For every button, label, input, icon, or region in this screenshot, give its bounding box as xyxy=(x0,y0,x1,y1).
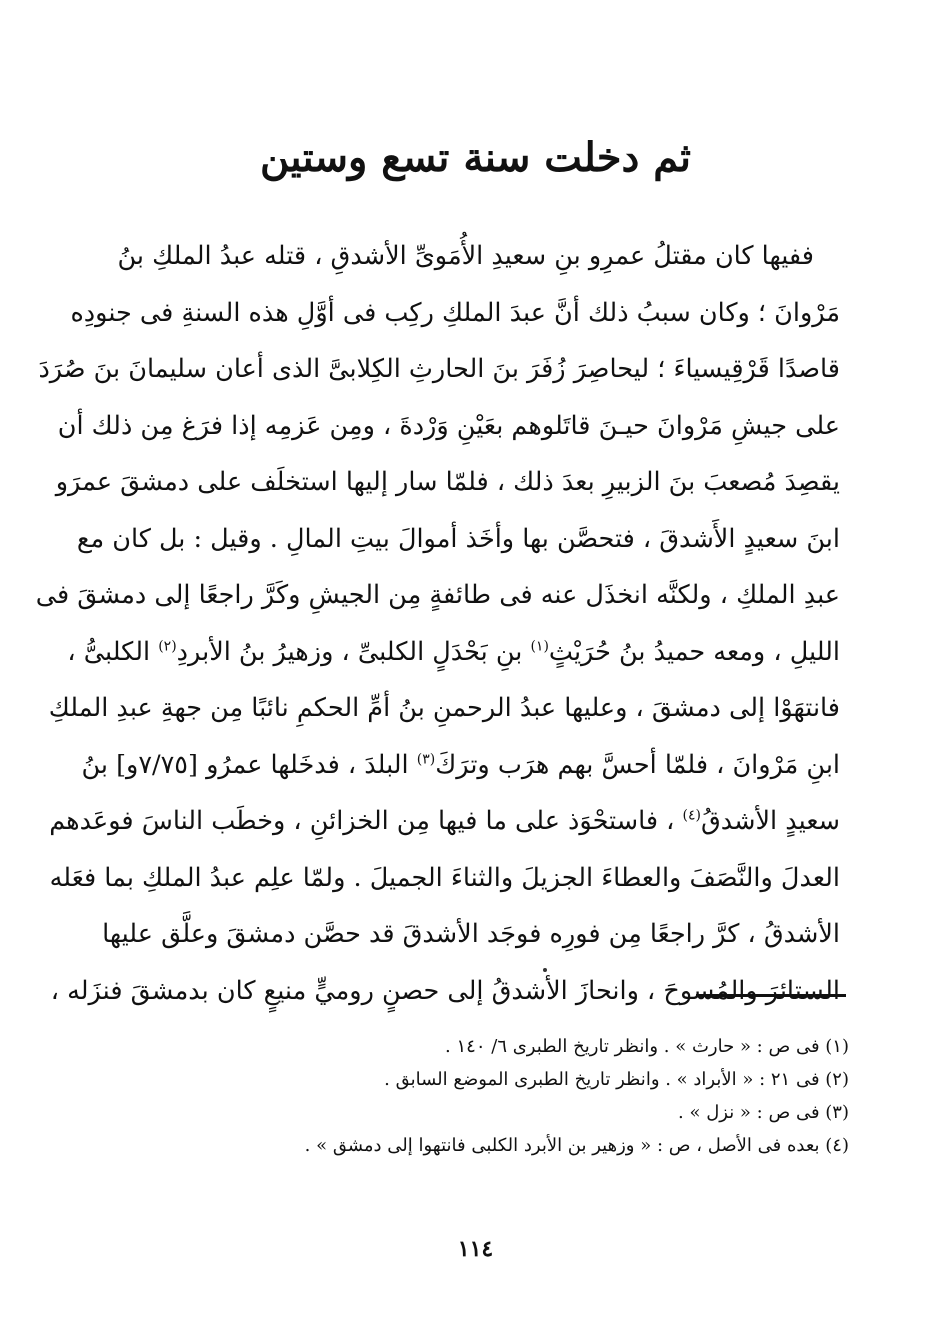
body-line: الستائرَ والمُسوحَ ، وانحازَ الأشدقُ إلى حصنٍ روميٍّ منيعٍ كان بدمشقَ فنزَله ، xyxy=(50,975,840,1006)
chapter-title: ثم دخلت سنة تسع وستين xyxy=(259,134,692,181)
body-line: ففيها كان مقتلُ عمرِو بنِ سعيدِ الأُمَوىِّ الأشدقِ ، قتله عبدُ الملكِ بنُ xyxy=(117,241,814,271)
body-line: الأشدقُ ، كرَّ راجعًا مِن فورِه فوجَد الأشدقَ قد حصَّن دمشقَ وعلَّق عليها xyxy=(102,919,840,949)
footnote-divider xyxy=(696,994,846,997)
footnote: (٣) فى ص : « نزل » . xyxy=(678,1102,849,1123)
body-line-segment: ، فاستحْوَذ على ما فيها مِن الخزائنِ ، وخطَب الناسَ فوعَدهم xyxy=(49,806,675,836)
body-line: ابنَ سعيدٍ الأَشدقَ ، فتحصَّن بها وأخَذ أموالَ بيتِ المالِ . وقيل : بل كان مع xyxy=(76,523,840,554)
body-line: فانتهَوْا إلى دمشقَ ، وعليها عبدُ الرحمنِ بنُ أمِّ الحكمِ نائبًا مِن جهةِ عبدِ الملكِ xyxy=(48,693,840,723)
ink-speck xyxy=(543,968,547,972)
manuscript-folio-marker: [٧/٧٥و] xyxy=(116,749,198,780)
footnote: (٢) فى ٢١ : « الأبراد » . وانظر تاريخ الطبرى الموضع السابق . xyxy=(384,1069,849,1090)
footnotes-list xyxy=(149,1030,849,1162)
body-line-segment: سعيدٍ الأشدقُ xyxy=(700,806,840,836)
body-line-segment: الليلِ ، ومعه حميدُ بنُ حُرَيْثٍ xyxy=(548,636,840,667)
body-line-segment: الكلبىُّ ، xyxy=(67,636,151,667)
body-line-with-notes xyxy=(81,737,840,794)
body-line-segment: بنِ بَحْدَلٍ الكلبىِّ ، وزهيرُ بنُ الأبردِ xyxy=(176,636,523,667)
body-line-segment: ابنِ مَرْوانَ ، فلمّا أحسَّ بهم هرَب وترَكَ xyxy=(435,749,840,780)
body-line-segment: البلدَ ، فدخَلها عمرُو xyxy=(206,749,409,780)
footnote-reference[interactable]: (٤) xyxy=(682,807,701,824)
footnote-reference[interactable]: (٣) xyxy=(416,751,436,767)
body-line-with-notes xyxy=(49,793,840,850)
body-line: عبدِ الملكِ ، ولكنَّه انخذَل عنه فى طائفةٍ مِن الجيشِ وكَرَّ راجعًا إلى دمشقَ فى xyxy=(35,580,840,610)
footnote-reference[interactable]: (٢) xyxy=(158,638,177,654)
body-text xyxy=(35,228,840,1019)
body-line: العدلَ والنَّصَفَ والعطاءَ الجزيلَ والثناءَ الجميلَ . ولمّا علِم عبدُ الملكِ بما فعَله xyxy=(49,862,840,893)
footnote-reference[interactable]: (١) xyxy=(530,638,549,654)
body-line: يقصِدَ مُصعبَ بنَ الزبيرِ بعدَ ذلك ، فلمّا سار إليها استخلَف على دمشقَ عمرَو xyxy=(55,467,840,497)
body-line: على جيشِ مَرْوانَ حيـنَ قاتَلوهم بعَيْنِ وَرْدةَ ، ومِن عَزمِه إذا فرَغ مِن ذلك أن xyxy=(57,410,840,441)
footnote: (١) فى ص : « حارث » . وانظر تاريخ الطبرى ٦/ ١٤٠ . xyxy=(445,1036,849,1057)
body-line-with-notes xyxy=(67,624,840,681)
footnote: (٤) بعده فى الأصل ، ص : « وزهير بن الأبرد الكلبى فانتهوا إلى دمشق » . xyxy=(304,1135,849,1156)
body-line: قاصدًا قَرْقِيسياءَ ؛ ليحاصِرَ زُفَرَ بنَ الحارثِ الكِلابىَّ الذى أعان سليمانَ بنَ صُرَدَ xyxy=(38,354,840,384)
body-line-segment: بنُ xyxy=(81,749,108,780)
page-number: ١١٤ xyxy=(457,1236,494,1262)
body-line: مَرْوانَ ؛ وكان سببُ ذلك أنَّ عبدَ الملكِ ركِب فى أوَّلِ هذه السنةِ فى جنودِه xyxy=(70,297,840,328)
